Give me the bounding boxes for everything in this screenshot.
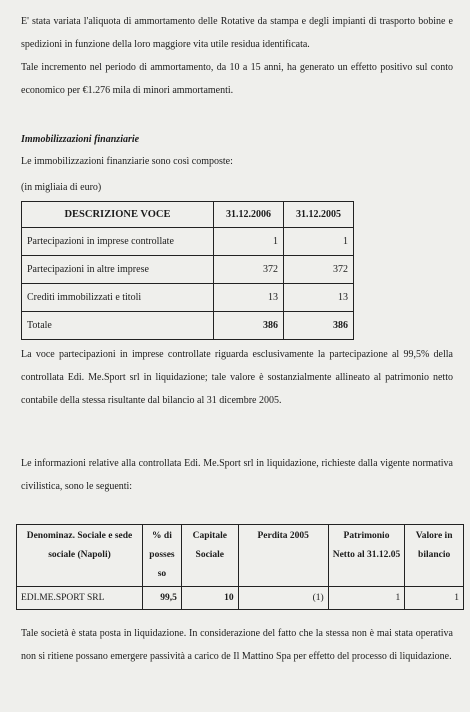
table-row [22,256,354,284]
header-2005: 31.12.2005 [283,202,353,228]
table-header-row [17,525,464,587]
total-value-2006: 386 [213,312,283,340]
row-label: Partecipazioni in altre imprese [22,256,214,284]
row-valore: 1 [405,587,464,610]
header-perdita: Perdita 2005 [238,525,328,587]
row-capitale: 10 [181,587,238,610]
header-capitale: Capitale Sociale [181,525,238,587]
row-value-2005: 372 [283,256,353,284]
unit-label: (in migliaia di euro) [21,182,102,193]
header-descrizione: DESCRIZIONE VOCE [22,202,214,228]
row-value-2006: 1 [213,228,283,256]
row-value-2005: 1 [283,228,353,256]
controllata-table [16,524,464,610]
row-denominazione: EDI.ME.SPORT SRL [17,587,143,610]
paragraph-aliquota: E' stata variata l'aliquota di ammortamento delle Rotative da stampa e degli impianti di trasporto bobine e spedizioni in funzione della loro maggiore vita utile residua identificata. [21,16,453,50]
section-heading: Immobilizzazioni finanziarie [21,134,140,145]
row-value-2006: 13 [213,284,283,312]
paragraph-liquidazione: Tale società è stata posta in liquidazione. In considerazione del fatto che la stessa non è mai stata operativa non si ritiene possano emergere passività a carico de Il Mattino Spa per effetto del processo di liquidazione. [21,628,453,662]
header-possesso: % di posses so [143,525,182,587]
row-patrimonio: 1 [328,587,405,610]
header-denominazione: Denominaz. Sociale e sede sociale (Napoli) [17,525,143,587]
paragraph-partecipazioni: La voce partecipazioni in imprese controllate riguarda esclusivamente la partecipazione al 99,5% della controllata Edi. Me.Sport srl in liquidazione; tale valore è sostanzialmente allineato al patrimonio netto contabile della stessa risultante dal bilancio al 31 dicembre 2005. [21,349,453,406]
header-patrimonio: Patrimonio Netto al 31.12.05 [328,525,405,587]
table-row [22,284,354,312]
row-label: Crediti immobilizzati e titoli [22,284,214,312]
total-value-2005: 386 [283,312,353,340]
table-row [22,228,354,256]
row-perdita: (1) [238,587,328,610]
row-possesso: 99,5 [143,587,182,610]
header-valore: Valore in bilancio [405,525,464,587]
paragraph-composizione: Le immobilizzazioni finanziarie sono così composte: [21,156,233,167]
table-header-row [22,202,354,228]
row-label: Totale [22,312,214,340]
table-row [17,587,464,610]
paragraph-incremento: Tale incremento nel periodo di ammortamento, da 10 a 15 anni, ha generato un effetto positivo sul conto economico per €1.276 mila di minori ammortamenti. [21,62,453,96]
row-value-2006: 372 [213,256,283,284]
row-value-2005: 13 [283,284,353,312]
table-total-row [22,312,354,340]
paragraph-informazioni: Le informazioni relative alla controllata Edi. Me.Sport srl in liquidazione, richieste dalla vigente normativa civilistica, sono le seguenti: [21,458,453,492]
row-label: Partecipazioni in imprese controllate [22,228,214,256]
header-2006: 31.12.2006 [213,202,283,228]
immobilizzazioni-table [21,201,354,340]
